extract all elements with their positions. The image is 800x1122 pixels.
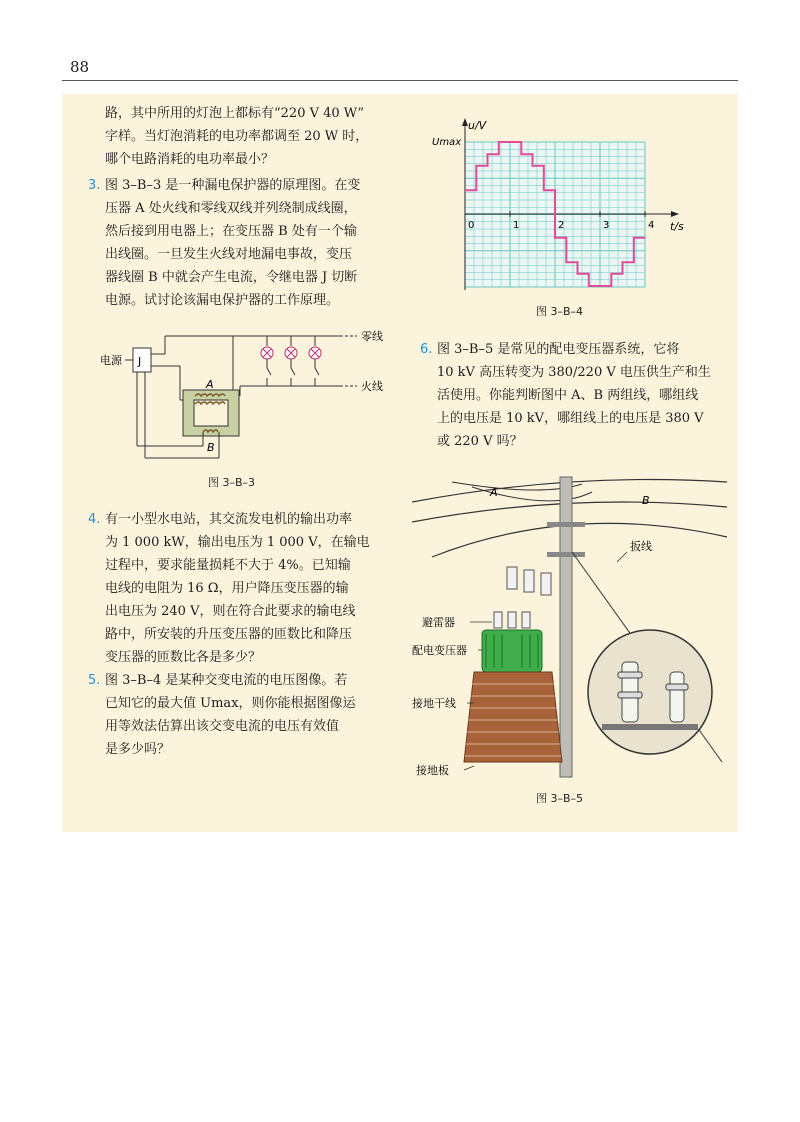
x-tick-label: 2 <box>558 220 565 231</box>
x-tick-label: 3 <box>603 220 610 231</box>
text-line: 然后接到用电器上；在变压器 B 处有一个输 <box>105 224 357 239</box>
coil-a-label: A <box>206 378 214 391</box>
question-4 <box>88 508 408 669</box>
page-number: 88 <box>70 58 90 76</box>
figure-3b3-circuit <box>95 318 405 468</box>
detail-inset <box>588 630 712 754</box>
text-line: 路中，所安装的升压变压器的匝数比和降压 <box>105 627 353 642</box>
insulator-icon <box>507 567 551 595</box>
question-number: 5. <box>88 673 101 688</box>
figure-3b4-chart <box>430 112 700 302</box>
text-line: 出电压为 240 V，则在符合此要求的输电线 <box>105 604 356 619</box>
guy-wire-label: 扳线 <box>630 540 652 553</box>
text-line: 10 kV 高压转变为 380/220 V 电压供生产和生 <box>437 365 711 380</box>
question-5 <box>88 669 408 761</box>
live-line-label: 火线 <box>361 380 383 393</box>
question-number: 4. <box>88 512 101 527</box>
text-line: 电线的电阻为 16 Ω，用户降压变压器的输 <box>105 581 349 596</box>
question-number: 6. <box>420 342 433 357</box>
text-line: 活使用。你能判断图中 A、B 两组线，哪组线 <box>437 388 699 403</box>
lightning-arrester-icon <box>494 612 530 628</box>
brick-platform <box>464 672 562 762</box>
text-line: 哪个电路消耗的电功率最小？ <box>105 152 275 167</box>
header-rule <box>62 80 738 81</box>
text-line: 图 3–B–3 是一种漏电保护器的原理图。在变 <box>105 178 361 193</box>
figure-3b5-caption: 图 3–B–5 <box>536 792 584 805</box>
coil-b-label: B <box>207 441 215 454</box>
x-tick-label: 1 <box>513 220 520 231</box>
umax-label: Umax <box>432 137 462 148</box>
lamp-icon <box>261 336 273 386</box>
question-2-continued <box>105 102 405 171</box>
x-axis-arrow <box>671 211 679 217</box>
figure-3b3-caption: 图 3–B–3 <box>208 476 256 489</box>
text-line: 压器 A 处火线和零线双线并列绕制成线圈， <box>105 201 357 216</box>
text-line: 是多少吗？ <box>105 742 171 757</box>
text-line: 器线圈 B 中就会产生电流，令继电器 J 切断 <box>105 270 358 285</box>
text-line: 图 3–B–5 是常见的配电变压器系统，它将 <box>437 342 680 357</box>
text-line: 图 3–B–4 是某种交变电流的电压图像。若 <box>105 673 348 688</box>
x-tick-label: 4 <box>648 220 655 231</box>
text-line: 上的电压是 10 kV，哪组线上的电压是 380 V <box>437 411 704 426</box>
figure-3b4-caption: 图 3–B–4 <box>536 305 584 318</box>
text-line: 为 1 000 kW，输出电压为 1 000 V，在输电 <box>105 535 370 550</box>
figure-3b5-illustration <box>412 462 732 787</box>
text-line: 电源。试讨论该漏电保护器的工作原理。 <box>105 293 340 308</box>
y-axis-label: u/V <box>468 119 487 132</box>
zero-line-label: 零线 <box>361 330 383 343</box>
x-axis-label: t/s <box>670 220 684 233</box>
lamp-icon <box>285 336 297 386</box>
power-source-label: 电源 <box>100 354 122 367</box>
ground-wire-label: 接地干线 <box>412 697 456 710</box>
question-number: 3. <box>88 178 101 193</box>
text-line: 过程中，要求能量损耗不大于 4%。已知输 <box>105 558 351 573</box>
text-line: 字样。当灯泡消耗的电功率都调至 20 W 时， <box>105 129 369 144</box>
question-6 <box>420 338 720 453</box>
distribution-transformer <box>482 630 542 672</box>
transformer-label: 配电变压器 <box>412 644 467 657</box>
text-line: 有一小型水电站，其交流发电机的输出功率 <box>105 512 353 527</box>
lamp-icon <box>309 336 321 386</box>
line-b-label: B <box>642 494 650 507</box>
x-tick-label: 0 <box>468 220 475 231</box>
text-line: 变压器的匝数比各是多少？ <box>105 650 262 665</box>
ground-plate-label: 接地板 <box>416 764 449 777</box>
question-3 <box>88 174 408 312</box>
relay-label: J <box>138 355 142 368</box>
text-line: 路，其中所用的灯泡上都标有“220 V 40 W” <box>105 106 365 121</box>
arrester-label: 避雷器 <box>422 616 455 629</box>
text-line: 出线圈。一旦发生火线对地漏电事故，变压 <box>105 247 353 262</box>
text-line: 或 220 V 吗？ <box>437 434 523 449</box>
text-line: 用等效法估算出该交变电流的电压有效值 <box>105 719 340 734</box>
relay-box <box>133 348 151 372</box>
line-a-label: A <box>490 486 498 499</box>
text-line: 已知它的最大值 Umax，则你能根据图像运 <box>105 696 356 711</box>
